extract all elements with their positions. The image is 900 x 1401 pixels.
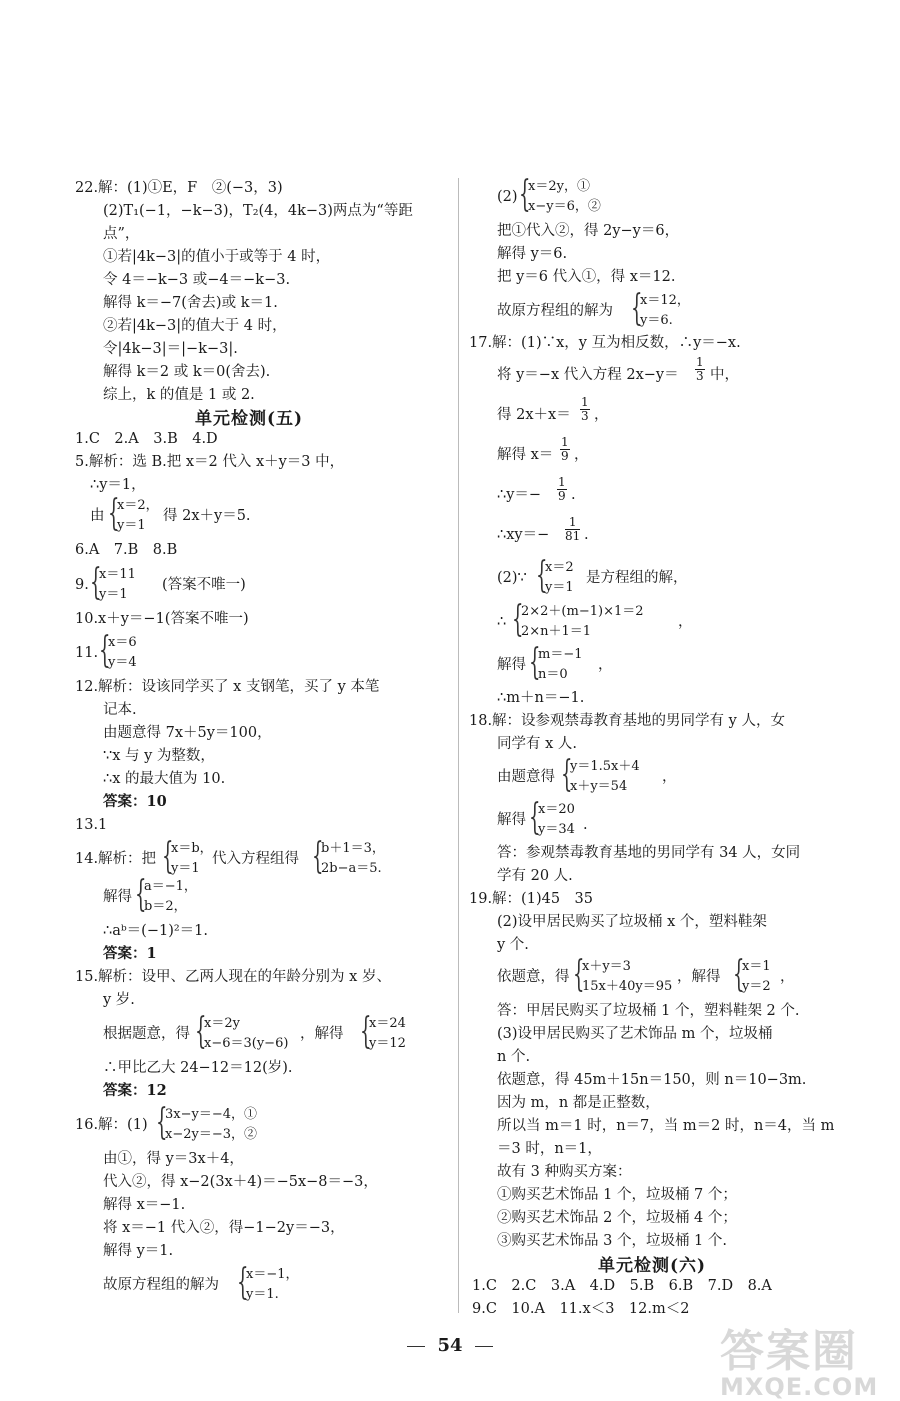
text-line: 解得 k＝2 或 k＝0(舍去). <box>103 364 271 380</box>
text-line: ∴y＝1， <box>90 477 146 493</box>
text-line: 由①，得 y＝3x＋4， <box>103 1151 244 1167</box>
text-line: 因为 m，n 都是正整数， <box>497 1095 660 1111</box>
text-line: (答案不唯一) <box>162 577 246 593</box>
text-line: 解得 <box>497 812 526 828</box>
system-line: x−2y＝−3，② <box>165 1127 258 1142</box>
text-line: ，解得 <box>677 969 721 985</box>
brace: { <box>561 754 573 795</box>
text-line: 把①代入②，得 2y−y＝6， <box>497 223 680 239</box>
system-line: y＝34 <box>538 822 575 837</box>
column-divider <box>458 178 459 1313</box>
fraction: $\frac{1}{3}$ <box>696 355 704 383</box>
text-line: ， <box>594 407 609 423</box>
text-line: 点”， <box>103 226 140 242</box>
text-line: ②购买艺术饰品 2 个，垃圾桶 4 个； <box>497 1210 737 1226</box>
text-line: 15.解析：设甲、乙两人现在的年龄分别为 x 岁、 <box>75 969 391 985</box>
text-line: 代入方程组得 <box>212 851 299 867</box>
text-line: ∴甲比乙大 24−12＝12(岁). <box>103 1060 293 1076</box>
text-line: 解得 x＝−1. <box>103 1197 186 1213</box>
system-line: y＝1 <box>99 587 128 602</box>
text-line: 答：参观禁毒教育基地的男同学有 34 人，女同 <box>497 845 801 861</box>
text-line: ＝3 时，n＝1， <box>497 1141 602 1157</box>
text-line: . <box>584 527 589 543</box>
system-line: x＝1 <box>742 959 771 974</box>
section-heading-6: 单元检测(六) <box>598 1256 707 1276</box>
text-line: 解得 y＝6. <box>497 246 568 262</box>
system-line: x＝24 <box>369 1016 406 1031</box>
text-line: ， <box>678 614 693 630</box>
text-line: 根据题意，得 <box>103 1026 190 1042</box>
text-line: 综上，k 的值是 1 或 2. <box>103 387 255 403</box>
text-line: 解得 x＝ <box>497 447 554 463</box>
brace: { <box>99 630 111 671</box>
system-line: x＝2y，① <box>528 179 590 194</box>
brace: { <box>733 954 745 995</box>
system-line: y＝1 <box>171 861 200 876</box>
system-line: x＋y＝54 <box>570 779 628 794</box>
text-line: 故原方程组的解为 <box>497 303 613 319</box>
text-line: 依题意，得 <box>497 969 570 985</box>
text-line: 由题意得 <box>497 769 555 785</box>
text-line: 由 <box>90 508 105 524</box>
brace: { <box>536 555 548 596</box>
brace: { <box>162 836 174 877</box>
text-line: 记本. <box>103 702 137 718</box>
system-line: x−y＝6，② <box>528 199 601 214</box>
text-line: ①购买艺术饰品 1 个，垃圾桶 7 个； <box>497 1187 737 1203</box>
system-line: x＝12， <box>640 293 690 308</box>
system-line: x＝b， <box>171 841 213 856</box>
system-line: y＝1.5x＋4 <box>570 759 640 774</box>
text-line: 由题意得 7x＋5y＝100， <box>103 725 272 741</box>
text-line: 5.解析：选 B.把 x＝2 代入 x＋y＝3 中， <box>75 454 345 470</box>
brace: { <box>135 874 147 915</box>
system-line: x−6＝3(y−6) <box>204 1036 289 1051</box>
text-line: ， <box>662 769 677 785</box>
system-line: x＝2y <box>204 1016 240 1031</box>
text-line: 故有 3 种购买方案： <box>497 1164 632 1180</box>
text-line: . <box>571 487 576 503</box>
system-line: x＝11 <box>99 567 136 582</box>
text-line: 答：甲居民购买了垃圾桶 1 个，塑料鞋架 2 个. <box>497 1003 800 1019</box>
system-line: x＝−1， <box>246 1267 299 1282</box>
text-line: 11. <box>75 645 99 661</box>
text-line: 6.A 7.B 8.B <box>75 542 178 558</box>
text-line: 是方程组的解， <box>586 570 688 586</box>
text-line: ∴aᵇ＝(−1)²＝1. <box>103 923 209 939</box>
system-line: 2×2＋(m−1)×1＝2 <box>521 604 644 619</box>
text-line: 9.C 10.A 11.x＜3 12.m＜2 <box>472 1301 690 1317</box>
brace: { <box>573 954 585 995</box>
brace: { <box>529 642 541 683</box>
text-line: 10.x＋y＝−1(答案不唯一) <box>75 611 249 627</box>
system-line: x＝2， <box>117 498 159 513</box>
text-line: 将 x＝−1 代入②，得−1−2y＝−3， <box>103 1220 345 1236</box>
brace: { <box>512 599 524 640</box>
system-line: x＝20 <box>538 802 575 817</box>
text-line: y 个. <box>497 937 529 953</box>
text-line: 1.C 2.A 3.B 4.D <box>75 431 218 447</box>
text-line: 18.解：设参观禁毒教育基地的男同学有 y 人，女 <box>469 713 785 729</box>
text-line: 学有 20 人. <box>497 868 573 884</box>
text-line: 令 4＝−k−3 或−4＝−k−3. <box>103 272 291 288</box>
text-line: ③购买艺术饰品 3 个，垃圾桶 1 个. <box>497 1233 727 1249</box>
text-line: 将 y＝−x 代入方程 2x−y＝ <box>497 367 679 383</box>
text-line: 17.解：(1)∵x，y 互为相反数，∴y＝−x. <box>469 335 741 351</box>
system-line: 2b−a＝5. <box>321 861 382 876</box>
text-line: 1.C 2.C 3.A 4.D 5.B 6.B 7.D 8.A <box>472 1278 772 1294</box>
text-line: 解得 k＝−7(舍去)或 k＝1. <box>103 295 278 311</box>
system-line: a＝−1， <box>144 879 197 894</box>
brace: { <box>631 288 643 329</box>
system-line: y＝1. <box>246 1287 279 1302</box>
system-line: 3x−y＝−4，① <box>165 1107 258 1122</box>
text-line: y 岁. <box>103 992 135 1008</box>
section-heading-5: 单元检测(五) <box>195 409 304 429</box>
text-line: (2)∵ <box>497 570 527 586</box>
text-line: 13.1 <box>75 817 108 833</box>
text-line: 12.解析：设该同学买了 x 支钢笔，买了 y 本笔 <box>75 679 380 695</box>
text-line: n 个. <box>497 1049 531 1065</box>
system-line: y＝1 <box>545 580 574 595</box>
text-line: 解得 <box>103 889 132 905</box>
text-line: ∴ <box>497 614 507 630</box>
text-line: 22.解：(1)①E，F ②(−3，3) <box>75 180 283 196</box>
text-line: (2)T₁(−1，−k−3)，T₂(4，4k−3)两点为“等距 <box>103 203 413 219</box>
text-line: ， <box>598 657 613 673</box>
fraction: $\frac{1}{9}$ <box>561 435 569 463</box>
brace: { <box>195 1011 207 1052</box>
system-line: x＋y＝3 <box>582 959 631 974</box>
answer-line: 答案：12 <box>103 1082 167 1099</box>
text-line: ， <box>574 447 589 463</box>
brace: { <box>90 562 102 603</box>
text-line: 解得 y＝1. <box>103 1243 174 1259</box>
system-line: b＝2， <box>144 899 187 914</box>
text-line: (3)设甲居民购买了艺术饰品 m 个，垃圾桶 <box>497 1026 773 1042</box>
brace: { <box>156 1102 168 1143</box>
text-line: ，解得 <box>300 1026 344 1042</box>
fraction: $\frac{1}{9}$ <box>558 475 566 503</box>
text-line: ∵x 与 y 为整数， <box>103 748 215 764</box>
system-line: y＝2 <box>742 979 771 994</box>
fraction: $\frac{1}{3}$ <box>581 395 589 423</box>
text-line: 依题意，得 45m＋15n＝150，则 n＝10−3m. <box>497 1072 807 1088</box>
text-line: 中， <box>710 367 739 383</box>
system-line: y＝1 <box>117 518 146 533</box>
text-line: (2) <box>497 189 518 205</box>
brace: { <box>519 174 531 215</box>
text-line: ∴m＋n＝−1. <box>497 690 585 706</box>
answer-line: 答案：1 <box>103 945 157 962</box>
system-line: 2×n＋1＝1 <box>521 624 592 639</box>
answer-line: 答案：10 <box>103 793 167 810</box>
text-line: ∴y＝− <box>497 487 542 503</box>
system-line: y＝4 <box>108 655 137 670</box>
text-line: 故原方程组的解为 <box>103 1277 219 1293</box>
text-line: 把 y＝6 代入①，得 x＝12. <box>497 269 676 285</box>
text-line: 16.解：(1) <box>75 1117 148 1133</box>
text-line: ①若|4k−3|的值小于或等于 4 时， <box>103 249 331 265</box>
text-line: 代入②，得 x−2(3x＋4)＝−5x−8＝−3， <box>103 1174 378 1190</box>
text-line: 9. <box>75 577 89 593</box>
text-line: ， <box>780 969 795 985</box>
brace: { <box>237 1262 249 1303</box>
system-line: n＝0 <box>538 667 568 682</box>
text-line: 同学有 x 人. <box>497 736 578 752</box>
system-line: 15x＋40y＝95 <box>582 979 673 994</box>
system-line: x＝6 <box>108 635 137 650</box>
watermark-logo: 答案圈 MXQE.COM <box>720 1326 879 1401</box>
text-line: 解得 <box>497 657 526 673</box>
text-line: 19.解：(1)45 35 <box>469 891 594 907</box>
text-line: 得 2x＋y＝5. <box>163 508 251 524</box>
system-line: y＝6. <box>640 313 673 328</box>
page-number: 54 <box>0 1335 900 1356</box>
brace: { <box>312 836 324 877</box>
text-line: 14.解析：把 <box>75 851 157 867</box>
text-line: 令|4k−3|＝|−k−3|. <box>103 341 238 357</box>
text-line: ∴xy＝− <box>497 527 550 543</box>
text-line: ②若|4k−3|的值大于 4 时， <box>103 318 287 334</box>
system-line: m＝−1 <box>538 647 583 662</box>
system-line: b＋1＝3， <box>321 841 385 856</box>
fraction: $\frac{1}{81}$ <box>565 515 581 543</box>
text-line: ∴x 的最大值为 10. <box>103 771 226 787</box>
text-line: . <box>583 817 588 833</box>
brace: { <box>529 797 541 838</box>
text-line: 得 2x＋x＝ <box>497 407 571 423</box>
brace: { <box>108 493 120 534</box>
text-line: 所以当 m＝1 时，n＝7，当 m＝2 时，n＝4，当 m <box>497 1118 835 1134</box>
system-line: x＝2 <box>545 560 574 575</box>
text-line: (2)设甲居民购买了垃圾桶 x 个，塑料鞋架 <box>497 914 767 930</box>
system-line: y＝12 <box>369 1036 406 1051</box>
brace: { <box>360 1011 372 1052</box>
